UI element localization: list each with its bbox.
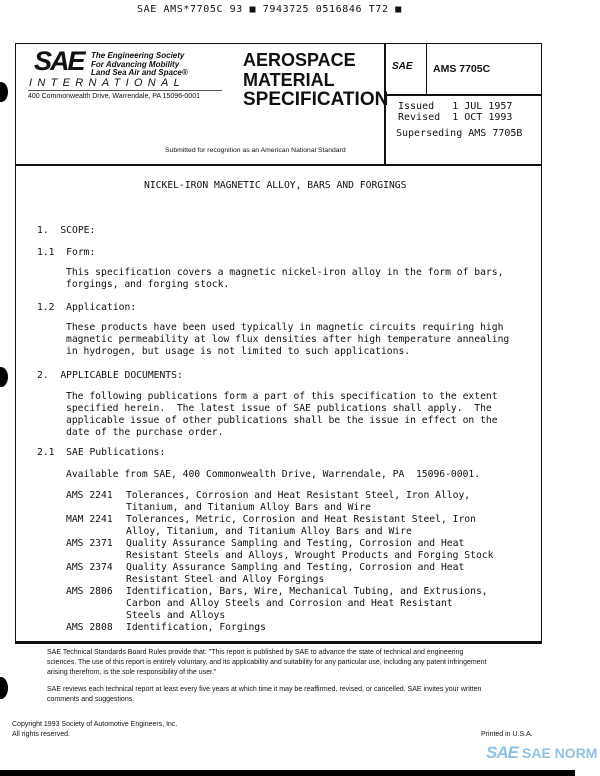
revision-mark (0, 367, 8, 387)
section-2-heading: 2. APPLICABLE DOCUMENTS: (37, 370, 183, 381)
reference-code: AMS 2808 (66, 622, 113, 633)
reference-item (66, 490, 493, 514)
text-line: date of the purchase order. (66, 427, 224, 438)
text-line: Titanium, and Titanium Alloy Bars and Wire (126, 502, 371, 513)
reference-code: AMS 2374 (66, 562, 113, 573)
section-1-heading: 1. SCOPE: (37, 225, 96, 236)
text-line: These products have been used typically in magnetic circuits requiring high (66, 322, 504, 333)
text-line: The following publications form a part of this specification to the extent (66, 391, 498, 402)
reference-code: MAM 2241 (66, 514, 113, 525)
header-divider (15, 164, 542, 166)
top-code: SAE AMS*7705C 93 ■ 7943725 0516846 T72 ■ (137, 4, 402, 15)
sae-small-logo: SAE (392, 61, 413, 72)
text-line: specified herein. The latest issue of SAE publications shall apply. The (66, 403, 492, 414)
spec-type-title (243, 50, 388, 110)
watermark-logo: SAE (486, 743, 518, 762)
section-1-1-text (66, 267, 503, 291)
issue-dates (398, 101, 512, 123)
bottom-bar (0, 770, 575, 776)
text-line: Resistant Steels and Alloys, Wrought Products and Forging Stock (126, 550, 494, 561)
reference-title (126, 538, 493, 562)
board-rules-note (47, 648, 486, 678)
text-line: Resistant Steel and Alloy Forgings (126, 574, 325, 585)
text-line: forgings, and forging stock. (66, 279, 230, 290)
reference-list (66, 490, 493, 634)
text-line: SAE Technical Standards Board Rules provide that: "This report is published by SAE to advance the state of technical and engineering (47, 649, 464, 656)
availability-text: Available from SAE, 400 Commonwealth Drive, Warrendale, PA 15096-0001. (66, 469, 481, 480)
reference-code: AMS 2806 (66, 586, 113, 597)
text-line: sciences. The use of this report is entirely voluntary, and its applicability and suitability for any particular use, including any patent infringement (47, 659, 487, 666)
document-title: NICKEL-IRON MAGNETIC ALLOY, BARS AND FORGINGS (144, 180, 407, 191)
tagline (91, 52, 188, 78)
watermark-text: SAE NORM (522, 745, 598, 761)
header-small-divider (426, 43, 427, 94)
text-line: Identification, Bars, Wire, Mechanical Tubing, and Extrusions, (126, 586, 488, 597)
text-line: Identification, Forgings (126, 622, 266, 633)
section-1-1-heading: 1.1 Form: (37, 247, 96, 258)
copyright (12, 720, 177, 740)
submitted-note: Submitted for recognition as an American National Standard (165, 147, 346, 154)
review-note (47, 685, 481, 705)
text-line: SAE reviews each technical report at least every five years at which time it may be reaffirmed, revised, or cancelled. SAE invites your written (47, 686, 482, 693)
reference-item (66, 622, 493, 634)
tagline-line: For Advancing Mobility (91, 59, 180, 69)
text-line: All rights reserved. (12, 731, 70, 738)
title-line: SPECIFICATION (243, 89, 389, 110)
text-line: in hydrogen, but usage is not limited to such applications. (66, 346, 411, 357)
reference-title (126, 562, 464, 586)
text-line: Quality Assurance Sampling and Testing, Corrosion and Heat (126, 562, 465, 573)
title-line: AEROSPACE (243, 50, 356, 70)
revision-mark (0, 677, 8, 699)
reference-title (126, 490, 470, 514)
reference-title (126, 514, 476, 538)
section-1-2-heading: 1.2 Application: (37, 302, 137, 313)
superseding: Superseding AMS 7705B (396, 128, 523, 139)
text-line: arising therefrom, is the sole responsibility of the user." (47, 669, 217, 676)
text-line: magnetic permeability at low flux densities after high temperature annealing (66, 334, 510, 345)
punch-hole-mark (0, 82, 8, 102)
international-label: INTERNATIONAL (29, 77, 186, 89)
reference-item (66, 586, 493, 622)
section-2-text (66, 391, 498, 439)
text-line: Quality Assurance Sampling and Testing, Corrosion and Heat (126, 538, 465, 549)
reference-code: AMS 2371 (66, 538, 113, 549)
text-line: Tolerances, Metric, Corrosion and Heat Resistant Steel, Iron (126, 514, 476, 525)
logo-rule (28, 90, 222, 91)
printed-in: Printed in U.S.A. (481, 731, 533, 738)
reference-item (66, 538, 493, 562)
reference-item (66, 514, 493, 538)
text-line: comments and suggestions. (47, 696, 135, 703)
title-line: MATERIAL (243, 70, 335, 90)
header-hdivider (384, 94, 541, 96)
revised-label: Revised (398, 112, 441, 123)
reference-title (126, 622, 266, 634)
reference-item (66, 562, 493, 586)
sae-address: 400 Commonwealth Drive, Warrendale, PA 15096-0001 (28, 93, 200, 100)
doc-number: AMS 7705C (433, 63, 491, 75)
text-line: Copyright 1993 Society of Automotive Engineers, Inc. (12, 721, 178, 728)
reference-code: AMS 2241 (66, 490, 113, 501)
text-line: Carbon and Alloy Steels and Corrosion and Heat Resistant (126, 598, 453, 609)
text-line: Steels and Alloys (126, 610, 226, 621)
tagline-line: Land Sea Air and Space® (91, 68, 188, 77)
section-2-1-heading: 2.1 SAE Publications: (37, 447, 166, 458)
footer-rule (15, 641, 542, 644)
text-line: Tolerances, Corrosion and Heat Resistant Steel, Iron Alloy, (126, 490, 471, 501)
revised-date: 1 OCT 1993 (452, 112, 513, 123)
issued-label: Issued (398, 101, 435, 112)
text-line: applicable issue of other publications shall be the issue in effect on the (66, 415, 498, 426)
tagline-line: The Engineering Society (91, 51, 185, 60)
text-line: This specification covers a magnetic nickel-iron alloy in the form of bars, (66, 267, 504, 278)
sae-logo: SAE (34, 46, 84, 76)
reference-title (126, 586, 488, 622)
text-line: Alloy, Titanium, and Titanium Alloy Bars and Wire (126, 526, 412, 537)
section-1-2-text (66, 322, 509, 358)
issued-date: 1 JUL 1957 (452, 101, 513, 112)
